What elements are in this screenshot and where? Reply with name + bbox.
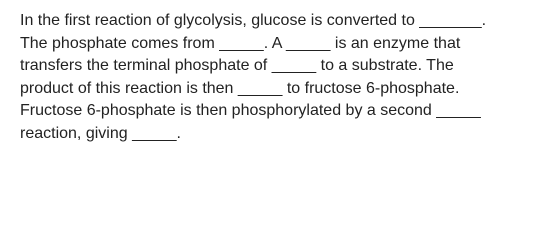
question-line: transfers the terminal phosphate of _____ to a substrate. The <box>20 57 454 74</box>
question-line: Fructose 6-phosphate is then phosphorylated by a second _____ <box>20 102 481 119</box>
question-line: reaction, giving _____. <box>20 124 181 142</box>
question-line: In the first reaction of glycolysis, glucose is converted to _______. <box>20 12 487 29</box>
question-text <box>20 10 550 145</box>
question-line: product of this reaction is then _____ to fructose 6-phosphate. <box>20 79 460 97</box>
question-line: The phosphate comes from _____. A _____ is an enzyme that <box>20 34 461 52</box>
